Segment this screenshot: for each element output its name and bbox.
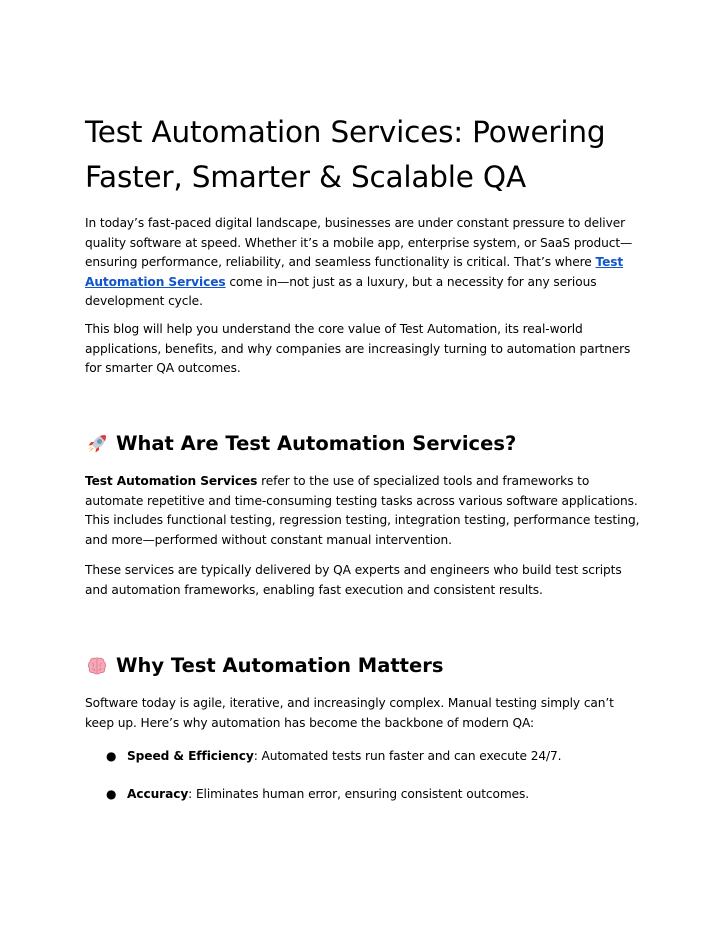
section1-bold-term: Test Automation Services: [85, 474, 258, 488]
benefits-list: [85, 747, 641, 804]
bullet-icon: ●: [106, 786, 117, 801]
list-item-text: : Automated tests run faster and can execute 24/7.: [253, 749, 562, 763]
title-line-2: Faster, Smarter & Scalable QA: [85, 160, 526, 194]
intro-paragraph-2: This blog will help you understand the core value of Test Automation, its real-world applications, benefits, and why companies are increasingly turning to automation partners for smarter QA outcomes.: [85, 322, 631, 375]
list-item: [85, 747, 641, 767]
list-item: [85, 785, 641, 805]
intro-text-before-link: In today’s fast-paced digital landscape, businesses are under constant pressure to deliver quality software at speed. Whether it’s a mobile app, enterprise system, or SaaS product—ensuring performance, reliability, and seamless functionality is critical. That’s where: [85, 216, 633, 269]
list-item-bold: Accuracy: [127, 786, 189, 801]
bullet-icon: ●: [106, 749, 117, 763]
section-heading-text: What Are Test Automation Services?: [116, 432, 517, 455]
list-item-bold: Speed & Efficiency: [127, 749, 254, 763]
brain-icon: [85, 654, 109, 678]
page-title: [85, 110, 645, 200]
list-item-text: : Eliminates human error, ensuring consistent outcomes.: [188, 786, 530, 801]
rocket-icon: [85, 432, 109, 456]
intro-paragraph: [85, 214, 641, 312]
section1-paragraph-1-text: refer to the use of specialized tools and frameworks to automate repetitive and time-consuming testing tasks across various software applications. This includes functional testing, regression testing, integration testing, performance testing, and more—performed without constant manual intervention.: [85, 474, 640, 547]
section-heading-why-matters: [85, 652, 443, 680]
section1-paragraph-1: [85, 472, 641, 550]
intro-text-after-link: come in—not just as a luxury, but a necessity for any serious development cycle.: [85, 274, 597, 308]
section-heading-text: Why Test Automation Matters: [116, 654, 444, 677]
section2-paragraph-1: Software today is agile, iterative, and increasingly complex. Manual testing simply can’t keep up. Here’s why automation has become the backbone of modern QA:: [85, 696, 614, 730]
title-line-1: Test Automation Services: Powering: [85, 115, 606, 149]
section1-paragraph-2: These services are typically delivered by QA experts and engineers who build test scripts and automation frameworks, enabling fast execution and consistent results.: [85, 563, 622, 597]
section-heading-what-are: [85, 430, 516, 458]
test-automation-services-link[interactable]: Test Automation Services: [85, 255, 624, 289]
